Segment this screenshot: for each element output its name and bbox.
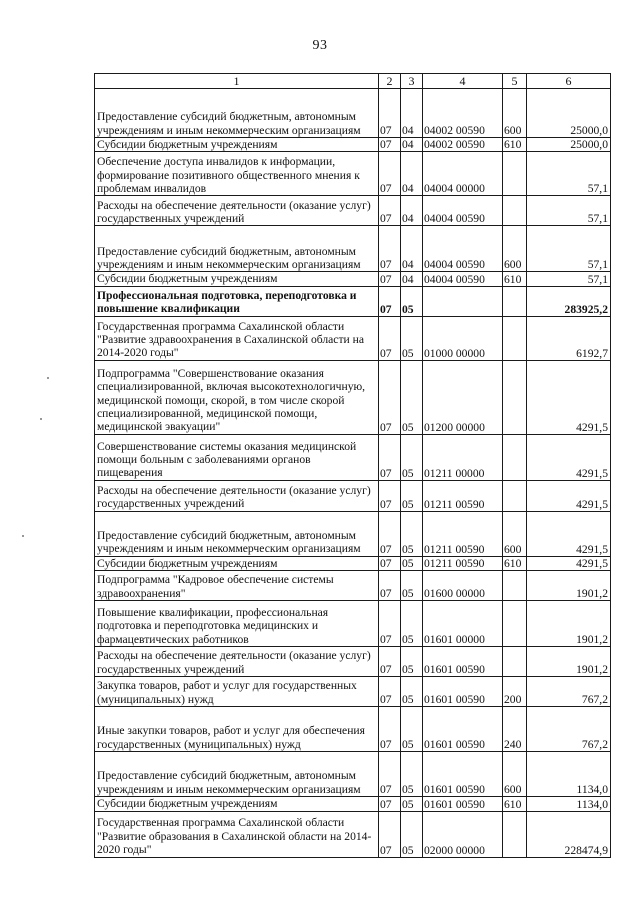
header-cell-4: 4 xyxy=(423,74,503,89)
row-section-cell: 07 xyxy=(379,226,401,272)
row-section-cell: 07 xyxy=(379,647,401,677)
row-expense-type-cell xyxy=(503,647,527,677)
row-name-cell: Государственная программа Сахалинской области "Развитие здравоохранения в Сахалинской области на 2014-2020 годы" xyxy=(95,316,379,360)
row-target-code-cell: 04004 00590 xyxy=(423,272,503,286)
row-amount-cell: 228474,9 xyxy=(527,811,611,857)
row-section-cell: 07 xyxy=(379,360,401,434)
row-expense-type-cell xyxy=(503,434,527,480)
row-expense-type-cell xyxy=(503,571,527,601)
row-section-cell: 07 xyxy=(379,797,401,811)
table-row xyxy=(95,677,611,707)
table-row xyxy=(95,511,611,556)
table-row xyxy=(95,797,611,811)
row-subsection-cell: 04 xyxy=(401,138,423,152)
header-cell-3: 3 xyxy=(401,74,423,89)
table-row xyxy=(95,196,611,226)
table-row xyxy=(95,286,611,316)
row-expense-type-cell xyxy=(503,601,527,647)
table-row xyxy=(95,601,611,647)
row-amount-cell: 767,2 xyxy=(527,707,611,752)
row-target-code-cell: 01211 00000 xyxy=(423,434,503,480)
row-subsection-cell: 05 xyxy=(401,811,423,857)
row-section-cell: 07 xyxy=(379,601,401,647)
table-row xyxy=(95,752,611,797)
row-subsection-cell: 04 xyxy=(401,152,423,196)
row-amount-cell: 6192,7 xyxy=(527,316,611,360)
row-amount-cell: 57,1 xyxy=(527,226,611,272)
row-subsection-cell: 05 xyxy=(401,752,423,797)
table-row xyxy=(95,272,611,286)
header-cell-5: 5 xyxy=(503,74,527,89)
row-subsection-cell: 05 xyxy=(401,286,423,316)
row-target-code-cell: 01600 00000 xyxy=(423,571,503,601)
row-name-cell: Субсидии бюджетным учреждениям xyxy=(95,272,379,286)
row-amount-cell: 1901,2 xyxy=(527,601,611,647)
table-row xyxy=(95,226,611,272)
row-name-cell: Обеспечение доступа инвалидов к информации, формирование позитивного общественного мнения к проблемам инвалидов xyxy=(95,152,379,196)
header-cell-2: 2 xyxy=(379,74,401,89)
row-expense-type-cell xyxy=(503,286,527,316)
row-expense-type-cell: 600 xyxy=(503,89,527,138)
row-target-code-cell: 01601 00590 xyxy=(423,707,503,752)
row-subsection-cell: 04 xyxy=(401,226,423,272)
row-name-cell: Расходы на обеспечение деятельности (оказание услуг) государственных учреждений xyxy=(95,196,379,226)
row-target-code-cell: 01211 00590 xyxy=(423,556,503,570)
row-expense-type-cell: 610 xyxy=(503,797,527,811)
row-target-code-cell: 01200 00000 xyxy=(423,360,503,434)
row-subsection-cell: 05 xyxy=(401,556,423,570)
row-section-cell: 07 xyxy=(379,511,401,556)
row-subsection-cell: 05 xyxy=(401,571,423,601)
row-amount-cell: 4291,5 xyxy=(527,511,611,556)
row-expense-type-cell: 240 xyxy=(503,707,527,752)
table-row xyxy=(95,556,611,570)
row-section-cell: 07 xyxy=(379,286,401,316)
row-amount-cell: 57,1 xyxy=(527,152,611,196)
table-row xyxy=(95,647,611,677)
row-target-code-cell: 02000 00000 xyxy=(423,811,503,857)
row-expense-type-cell: 600 xyxy=(503,752,527,797)
row-section-cell: 07 xyxy=(379,434,401,480)
row-target-code-cell: 04004 00000 xyxy=(423,152,503,196)
row-section-cell: 07 xyxy=(379,480,401,511)
scan-speck xyxy=(22,535,24,537)
table-row xyxy=(95,152,611,196)
row-expense-type-cell xyxy=(503,196,527,226)
table-row xyxy=(95,480,611,511)
row-name-cell: Субсидии бюджетным учреждениям xyxy=(95,797,379,811)
row-section-cell: 07 xyxy=(379,811,401,857)
scan-speck xyxy=(40,418,42,420)
row-name-cell: Предоставление субсидий бюджетным, автономным учреждениям и иным некоммерческим организациям xyxy=(95,752,379,797)
row-target-code-cell: 04002 00590 xyxy=(423,89,503,138)
row-name-cell: Расходы на обеспечение деятельности (оказание услуг) государственных учреждений xyxy=(95,480,379,511)
row-target-code-cell: 01601 00590 xyxy=(423,647,503,677)
row-target-code-cell: 01211 00590 xyxy=(423,480,503,511)
row-amount-cell: 1134,0 xyxy=(527,797,611,811)
table-row xyxy=(95,138,611,152)
row-subsection-cell: 05 xyxy=(401,480,423,511)
header-cell-1: 1 xyxy=(95,74,379,89)
row-section-cell: 07 xyxy=(379,89,401,138)
row-amount-cell: 283925,2 xyxy=(527,286,611,316)
row-section-cell: 07 xyxy=(379,752,401,797)
table-row xyxy=(95,811,611,857)
row-target-code-cell: 04004 00590 xyxy=(423,196,503,226)
table-header-row xyxy=(95,74,611,89)
row-target-code-cell: 01601 00000 xyxy=(423,601,503,647)
row-amount-cell: 1901,2 xyxy=(527,647,611,677)
table-row xyxy=(95,707,611,752)
row-section-cell: 07 xyxy=(379,196,401,226)
row-expense-type-cell xyxy=(503,152,527,196)
row-subsection-cell: 05 xyxy=(401,647,423,677)
row-section-cell: 07 xyxy=(379,571,401,601)
row-name-cell: Подпрограмма "Совершенствование оказания специализированной, включая высокотехнологичную, медицинской помощи, скорой, в том числе скорой специализированной, медицинской помощи, медицинской эвакуации" xyxy=(95,360,379,434)
row-target-code-cell xyxy=(423,286,503,316)
table-row xyxy=(95,89,611,138)
row-subsection-cell: 04 xyxy=(401,196,423,226)
row-subsection-cell: 05 xyxy=(401,434,423,480)
row-name-cell: Профессиональная подготовка, переподготовка и повышение квалификации xyxy=(95,286,379,316)
row-target-code-cell: 04004 00590 xyxy=(423,226,503,272)
row-section-cell: 07 xyxy=(379,316,401,360)
row-section-cell: 07 xyxy=(379,707,401,752)
row-name-cell: Повышение квалификации, профессиональная подготовка и переподготовка медицинских и фармацевтических работников xyxy=(95,601,379,647)
row-expense-type-cell: 600 xyxy=(503,226,527,272)
row-subsection-cell: 05 xyxy=(401,511,423,556)
row-expense-type-cell xyxy=(503,316,527,360)
row-target-code-cell: 01601 00590 xyxy=(423,677,503,707)
row-section-cell: 07 xyxy=(379,272,401,286)
row-amount-cell: 4291,5 xyxy=(527,480,611,511)
table-row xyxy=(95,360,611,434)
row-name-cell: Государственная программа Сахалинской области "Развитие образования в Сахалинской области на 2014-2020 годы" xyxy=(95,811,379,857)
row-name-cell: Подпрограмма "Кадровое обеспечение системы здравоохранения" xyxy=(95,571,379,601)
row-section-cell: 07 xyxy=(379,556,401,570)
row-target-code-cell: 01601 00590 xyxy=(423,797,503,811)
row-name-cell: Субсидии бюджетным учреждениям xyxy=(95,556,379,570)
row-section-cell: 07 xyxy=(379,677,401,707)
row-name-cell: Предоставление субсидий бюджетным, автономным учреждениям и иным некоммерческим организациям xyxy=(95,226,379,272)
row-expense-type-cell xyxy=(503,480,527,511)
row-name-cell: Предоставление субсидий бюджетным, автономным учреждениям и иным некоммерческим организациям xyxy=(95,89,379,138)
row-amount-cell: 4291,5 xyxy=(527,360,611,434)
row-expense-type-cell: 610 xyxy=(503,138,527,152)
row-subsection-cell: 04 xyxy=(401,272,423,286)
page-number: 93 xyxy=(312,38,328,53)
table-row xyxy=(95,571,611,601)
row-amount-cell: 25000,0 xyxy=(527,138,611,152)
row-amount-cell: 767,2 xyxy=(527,677,611,707)
budget-table xyxy=(94,73,611,858)
table-row xyxy=(95,434,611,480)
row-amount-cell: 4291,5 xyxy=(527,556,611,570)
row-subsection-cell: 04 xyxy=(401,89,423,138)
row-name-cell: Иные закупки товаров, работ и услуг для обеспечения государственных (муниципальных) нужд xyxy=(95,707,379,752)
row-subsection-cell: 05 xyxy=(401,601,423,647)
row-expense-type-cell: 600 xyxy=(503,511,527,556)
row-expense-type-cell xyxy=(503,811,527,857)
row-subsection-cell: 05 xyxy=(401,707,423,752)
row-name-cell: Совершенствование системы оказания медицинской помощи больным с заболеваниями органов пищеварения xyxy=(95,434,379,480)
row-target-code-cell: 04002 00590 xyxy=(423,138,503,152)
row-amount-cell: 1134,0 xyxy=(527,752,611,797)
row-target-code-cell: 01601 00590 xyxy=(423,752,503,797)
header-cell-6: 6 xyxy=(527,74,611,89)
row-section-cell: 07 xyxy=(379,138,401,152)
row-subsection-cell: 05 xyxy=(401,316,423,360)
row-subsection-cell: 05 xyxy=(401,360,423,434)
row-name-cell: Закупка товаров, работ и услуг для государственных (муниципальных) нужд xyxy=(95,677,379,707)
row-amount-cell: 57,1 xyxy=(527,196,611,226)
row-subsection-cell: 05 xyxy=(401,797,423,811)
row-target-code-cell: 01211 00590 xyxy=(423,511,503,556)
row-amount-cell: 57,1 xyxy=(527,272,611,286)
row-name-cell: Предоставление субсидий бюджетным, автономным учреждениям и иным некоммерческим организациям xyxy=(95,511,379,556)
scan-speck xyxy=(47,377,49,379)
row-subsection-cell: 05 xyxy=(401,677,423,707)
row-expense-type-cell: 610 xyxy=(503,272,527,286)
row-name-cell: Расходы на обеспечение деятельности (оказание услуг) государственных учреждений xyxy=(95,647,379,677)
row-amount-cell: 25000,0 xyxy=(527,89,611,138)
row-section-cell: 07 xyxy=(379,152,401,196)
row-expense-type-cell: 610 xyxy=(503,556,527,570)
row-amount-cell: 1901,2 xyxy=(527,571,611,601)
table-row xyxy=(95,316,611,360)
row-expense-type-cell xyxy=(503,360,527,434)
row-name-cell: Субсидии бюджетным учреждениям xyxy=(95,138,379,152)
row-amount-cell: 4291,5 xyxy=(527,434,611,480)
row-expense-type-cell: 200 xyxy=(503,677,527,707)
row-target-code-cell: 01000 00000 xyxy=(423,316,503,360)
